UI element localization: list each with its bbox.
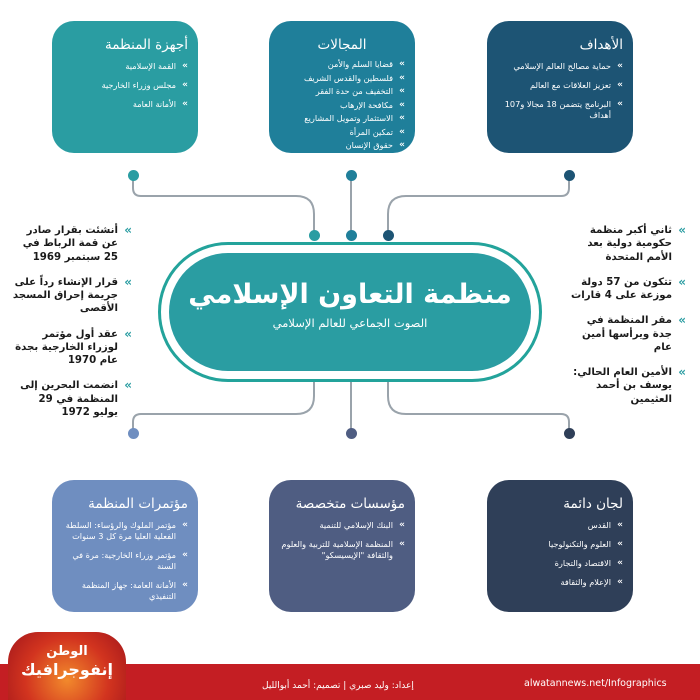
footer-url: alwatannews.net/Infographics — [524, 678, 667, 689]
connector-dot — [346, 170, 357, 181]
list-item: » الأمانة العامة — [62, 99, 188, 110]
facts-right — [566, 224, 686, 406]
alwatan-infographic-logo — [8, 632, 126, 700]
list-item: » حقوق الإنسان — [279, 140, 405, 151]
center-subtitle: الصوت الجماعي للعالم الإسلامي — [272, 316, 428, 330]
list-item: » البرنامج يتضمن 18 مجالا و107 أهداف — [497, 99, 623, 121]
committees-card — [487, 480, 633, 612]
connector-dot — [346, 428, 357, 439]
institutions-card — [269, 480, 415, 612]
fact-item: » قرار الإنشاء رداً على جريمة إحراق المسجد الأقصى — [12, 276, 132, 316]
list-item: » مجلس وزراء الخارجية — [62, 80, 188, 91]
list-item: » الاستثمار وتمويل المشاريع — [279, 113, 405, 124]
conferences-title: مؤتمرات المنظمة — [88, 496, 188, 512]
organs-card — [52, 21, 198, 153]
list-item: » القدس — [497, 520, 623, 531]
fact-item: » انضمت البحرين إلى المنظمة في 29 يوليو 1972 — [12, 379, 132, 419]
list-item: » القمة الإسلامية — [62, 61, 188, 72]
list-item: » مؤتمر الملوك والرؤساء: السلطة الفعلية العليا مرة كل 3 سنوات — [62, 520, 188, 542]
list-item: » تمكين المرأة — [279, 127, 405, 138]
organs-title: أجهزة المنظمة — [105, 37, 188, 53]
fact-item: » الأمين العام الحالي: يوسف بن أحمد العثيمين — [566, 366, 686, 406]
connector-dot — [564, 170, 575, 181]
center-pill-inner — [169, 253, 531, 371]
list-item: » فلسطين والقدس الشريف — [279, 73, 405, 84]
connector-dot — [309, 230, 320, 241]
fact-item: » عقد أول مؤتمر لوزراء الخارجية بجدة عام 1970 — [12, 328, 132, 368]
fact-item: » أنشئت بقرار صادر عن قمة الرباط في 25 سبتمبر 1969 — [12, 224, 132, 264]
list-item: » المنظمة الإسلامية للتربية والعلوم والثقافة "الإيسيسكو" — [279, 539, 405, 561]
list-item: » البنك الإسلامي للتنمية — [279, 520, 405, 531]
list-item: » تعزيز العلاقات مع العالم — [497, 80, 623, 91]
center-title: منظمة التعاون الإسلامي — [188, 279, 512, 310]
facts-left — [12, 224, 132, 419]
fields-card — [269, 21, 415, 153]
goals-title: الأهداف — [579, 37, 623, 53]
footer-credit: إعداد: وليد صبري | تصميم: أحمد أبوالليل — [262, 681, 414, 691]
logo-line-2: إنفوجرافيك — [21, 660, 113, 679]
fact-item: » مقر المنظمة في جدة ويرأسها أمين عام — [566, 314, 686, 354]
fact-item: » ثاني أكبر منظمة حكومية دولية بعد الأمم المتحدة — [566, 224, 686, 264]
list-item: » قضايا السلم والأمن — [279, 59, 405, 70]
connector-dot — [128, 428, 139, 439]
center-pill — [158, 242, 542, 382]
list-item: » مؤتمر وزراء الخارجية: مرة في السنة — [62, 550, 188, 572]
fields-title: المجالات — [317, 37, 367, 53]
list-item: » التخفيف من حدة الفقر — [279, 86, 405, 97]
logo-line-1: الوطن — [46, 644, 88, 659]
list-item: » العلوم والتكنولوجيا — [497, 539, 623, 550]
connector-dot — [383, 230, 394, 241]
list-item: » حماية مصالح العالم الإسلامي — [497, 61, 623, 72]
fact-item: » تتكون من 57 دولة موزعة على 4 قارات — [566, 276, 686, 303]
goals-card — [487, 21, 633, 153]
connector-dot — [346, 230, 357, 241]
institutions-title: مؤسسات متخصصة — [295, 496, 405, 512]
list-item: » مكافحة الإرهاب — [279, 100, 405, 111]
connector-dot — [128, 170, 139, 181]
list-item: » الاقتصاد والتجارة — [497, 558, 623, 569]
list-item: » الأمانة العامة: جهاز المنظمة التنفيذي — [62, 580, 188, 602]
conferences-card — [52, 480, 198, 612]
connector-dot — [564, 428, 575, 439]
list-item: » الإعلام والثقافة — [497, 577, 623, 588]
committees-title: لجان دائمة — [563, 496, 623, 512]
